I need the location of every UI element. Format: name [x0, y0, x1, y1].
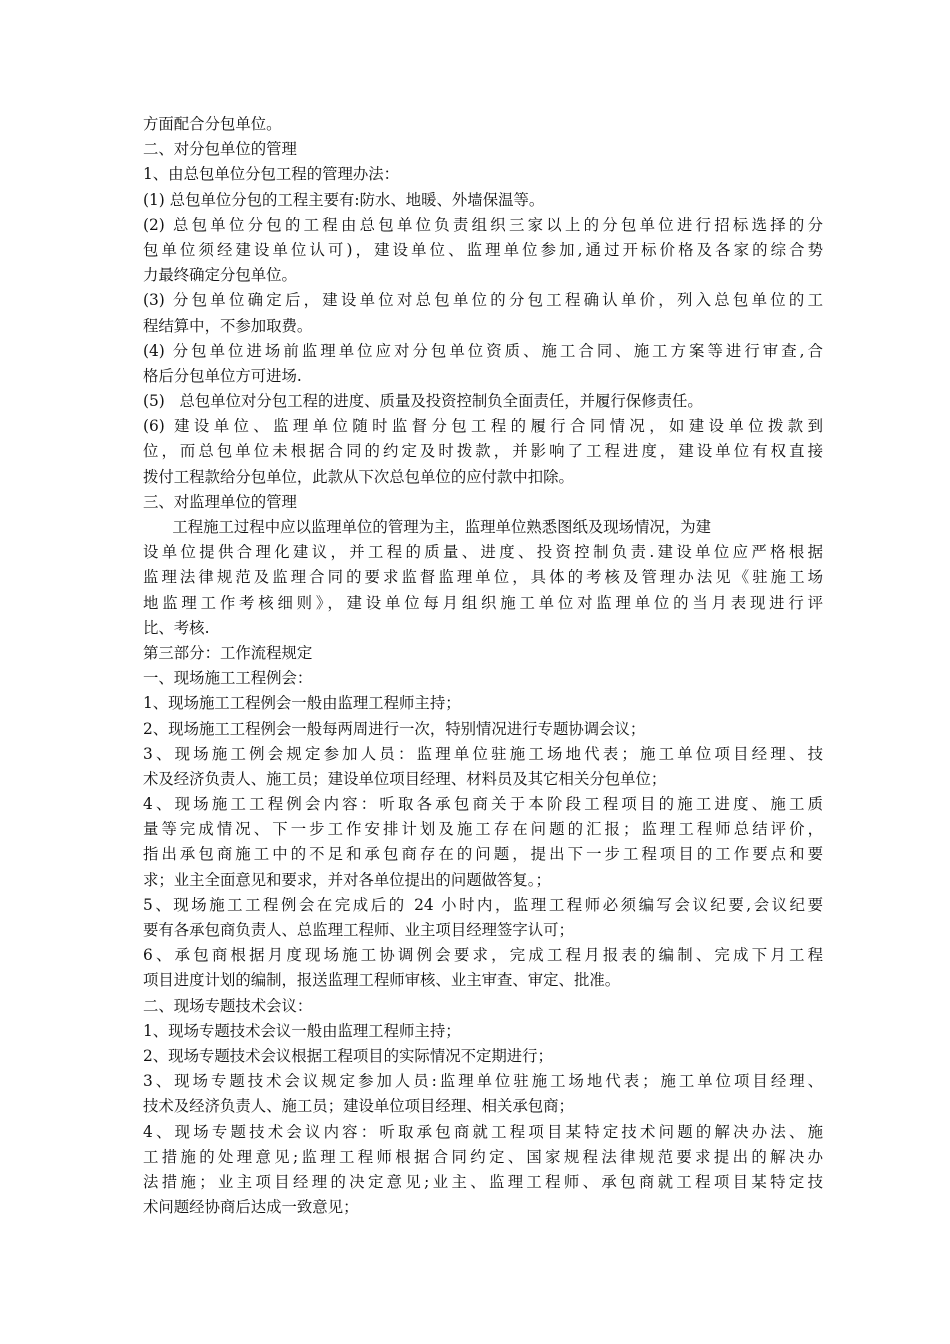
text-line: 1、现场施工工程例会一般由监理工程师主持；	[143, 694, 461, 713]
text-line: (6) 建设单位、监理单位随时监督分包工程的履行合同情况，如建设单位拨款到	[143, 417, 823, 436]
text-line: 要有各承包商负责人、总监理工程师、业主项目经理签字认可；	[143, 921, 574, 939]
text-line: (5) 总包单位对分包工程的进度、质量及投资控制负全面责任，并履行保修责任。	[143, 392, 703, 411]
text-line: 1、现场专题技术会议一般由监理工程师主持；	[143, 1021, 461, 1040]
text-line: 3、现场施工例会规定参加人员：监理单位驻施工场地代表；施工单位项目经理、技	[143, 744, 823, 763]
text-line: 技术及经济负责人、施工员；建设单位项目经理、相关承包商；	[143, 1097, 574, 1116]
text-line: 工措施的处理意见;监理工程师根据合同约定、国家规程法律规范要求提出的解决办	[143, 1147, 823, 1166]
text-line: (4) 分包单位进场前监理单位应对分包单位资质、施工合同、施工方案等进行审查,合	[143, 341, 823, 360]
text-line: (2) 总包单位分包的工程由总包单位负责组织三家以上的分包单位进行招标选择的分	[143, 215, 823, 234]
text-line: 3、现场专题技术会议规定参加人员:监理单位驻施工场地代表；施工单位项目经理、	[143, 1072, 823, 1091]
section-heading: 三、对监理单位的管理	[143, 492, 297, 511]
text-line: 力最终确定分包单位。	[143, 266, 297, 285]
text-line: 比、考核.	[143, 618, 210, 637]
text-line: 术及经济负责人、施工员；建设单位项目经理、材料员及其它相关分包单位；	[143, 769, 667, 788]
text-line: 方面配合分包单位。	[143, 115, 282, 133]
text-line: 法措施；业主项目经理的决定意见;业主、监理工程师、承包商就工程项目某特定技	[143, 1172, 823, 1191]
section-heading: 二、现场专题技术会议：	[143, 996, 313, 1015]
part-heading: 第三部分：工作流程规定	[143, 643, 313, 662]
text-line: 项目进度计划的编制，报送监理工程师审核、业主审查、审定、批准。	[143, 971, 621, 990]
text-line: (3) 分包单位确定后，建设单位对总包单位的分包工程确认单价，列入总包单位的工	[143, 291, 823, 310]
text-line: 2、现场施工工程例会一般每两周进行一次，特别情况进行专题协调会议；	[143, 719, 646, 738]
text-line: 包单位须经建设单位认可)，建设单位、监理单位参加,通过开标价格及各家的综合势	[143, 240, 823, 259]
text-line: 1、由总包单位分包工程的管理办法：	[143, 165, 400, 184]
text-line: 设单位提供合理化建议，并工程的质量、进度、投资控制负责.建设单位应严格根据	[143, 543, 823, 562]
text-line: 地监理工作考核细则》，建设单位每月组织施工单位对监理单位的当月表现进行评	[143, 593, 823, 612]
text-line: (1) 总包单位分包的工程主要有:防水、地暖、外墙保温等。	[143, 190, 545, 209]
section-heading: 二、对分包单位的管理	[143, 140, 297, 159]
text-line: 位，而总包单位未根据合同的约定及时拨款，并影响了工程进度，建设单位有权直接	[143, 442, 823, 461]
text-line: 拨付工程款给分包单位，此款从下次总包单位的应付款中扣除。	[143, 467, 574, 486]
text-line: 求；业主全面意见和要求，并对各单位提出的问题做答复。；	[143, 870, 551, 889]
text-line: 格后分包单位方可进场.	[143, 366, 302, 385]
text-line: 6、承包商根据月度现场施工协调例会要求，完成工程月报表的编制、完成下月工程	[143, 946, 823, 965]
text-line: 2、现场专题技术会议根据工程项目的实际情况不定期进行；	[143, 1046, 553, 1065]
document-body	[143, 112, 823, 1220]
text-line: 量等完成情况、下一步工作安排计划及施工存在问题的汇报；监理工程师总结评价，	[143, 820, 823, 839]
text-line: 程结算中，不参加取费。	[143, 316, 313, 335]
text-line: 工程施工过程中应以监理单位的管理为主，监理单位熟悉图纸及现场情况，为建	[143, 518, 712, 536]
text-line: 指出承包商施工中的不足和承包商存在的问题，提出下一步工程项目的工作要点和要	[143, 845, 823, 864]
text-line: 4、现场专题技术会议内容：听取承包商就工程项目某特定技术问题的解决办法、施	[143, 1122, 823, 1141]
text-line: 监理法律规范及监理合同的要求监督监理单位，具体的考核及管理办法见《驻施工场	[143, 568, 823, 587]
section-heading: 一、现场施工工程例会：	[143, 669, 313, 688]
text-line: 术问题经协商后达成一致意见；	[143, 1198, 359, 1217]
text-line: 4、现场施工工程例会内容：听取各承包商关于本阶段工程项目的施工进度、施工质	[143, 795, 823, 814]
text-line: 5、现场施工工程例会在完成后的 24 小时内，监理工程师必须编写会议纪要,会议纪要	[143, 895, 823, 914]
